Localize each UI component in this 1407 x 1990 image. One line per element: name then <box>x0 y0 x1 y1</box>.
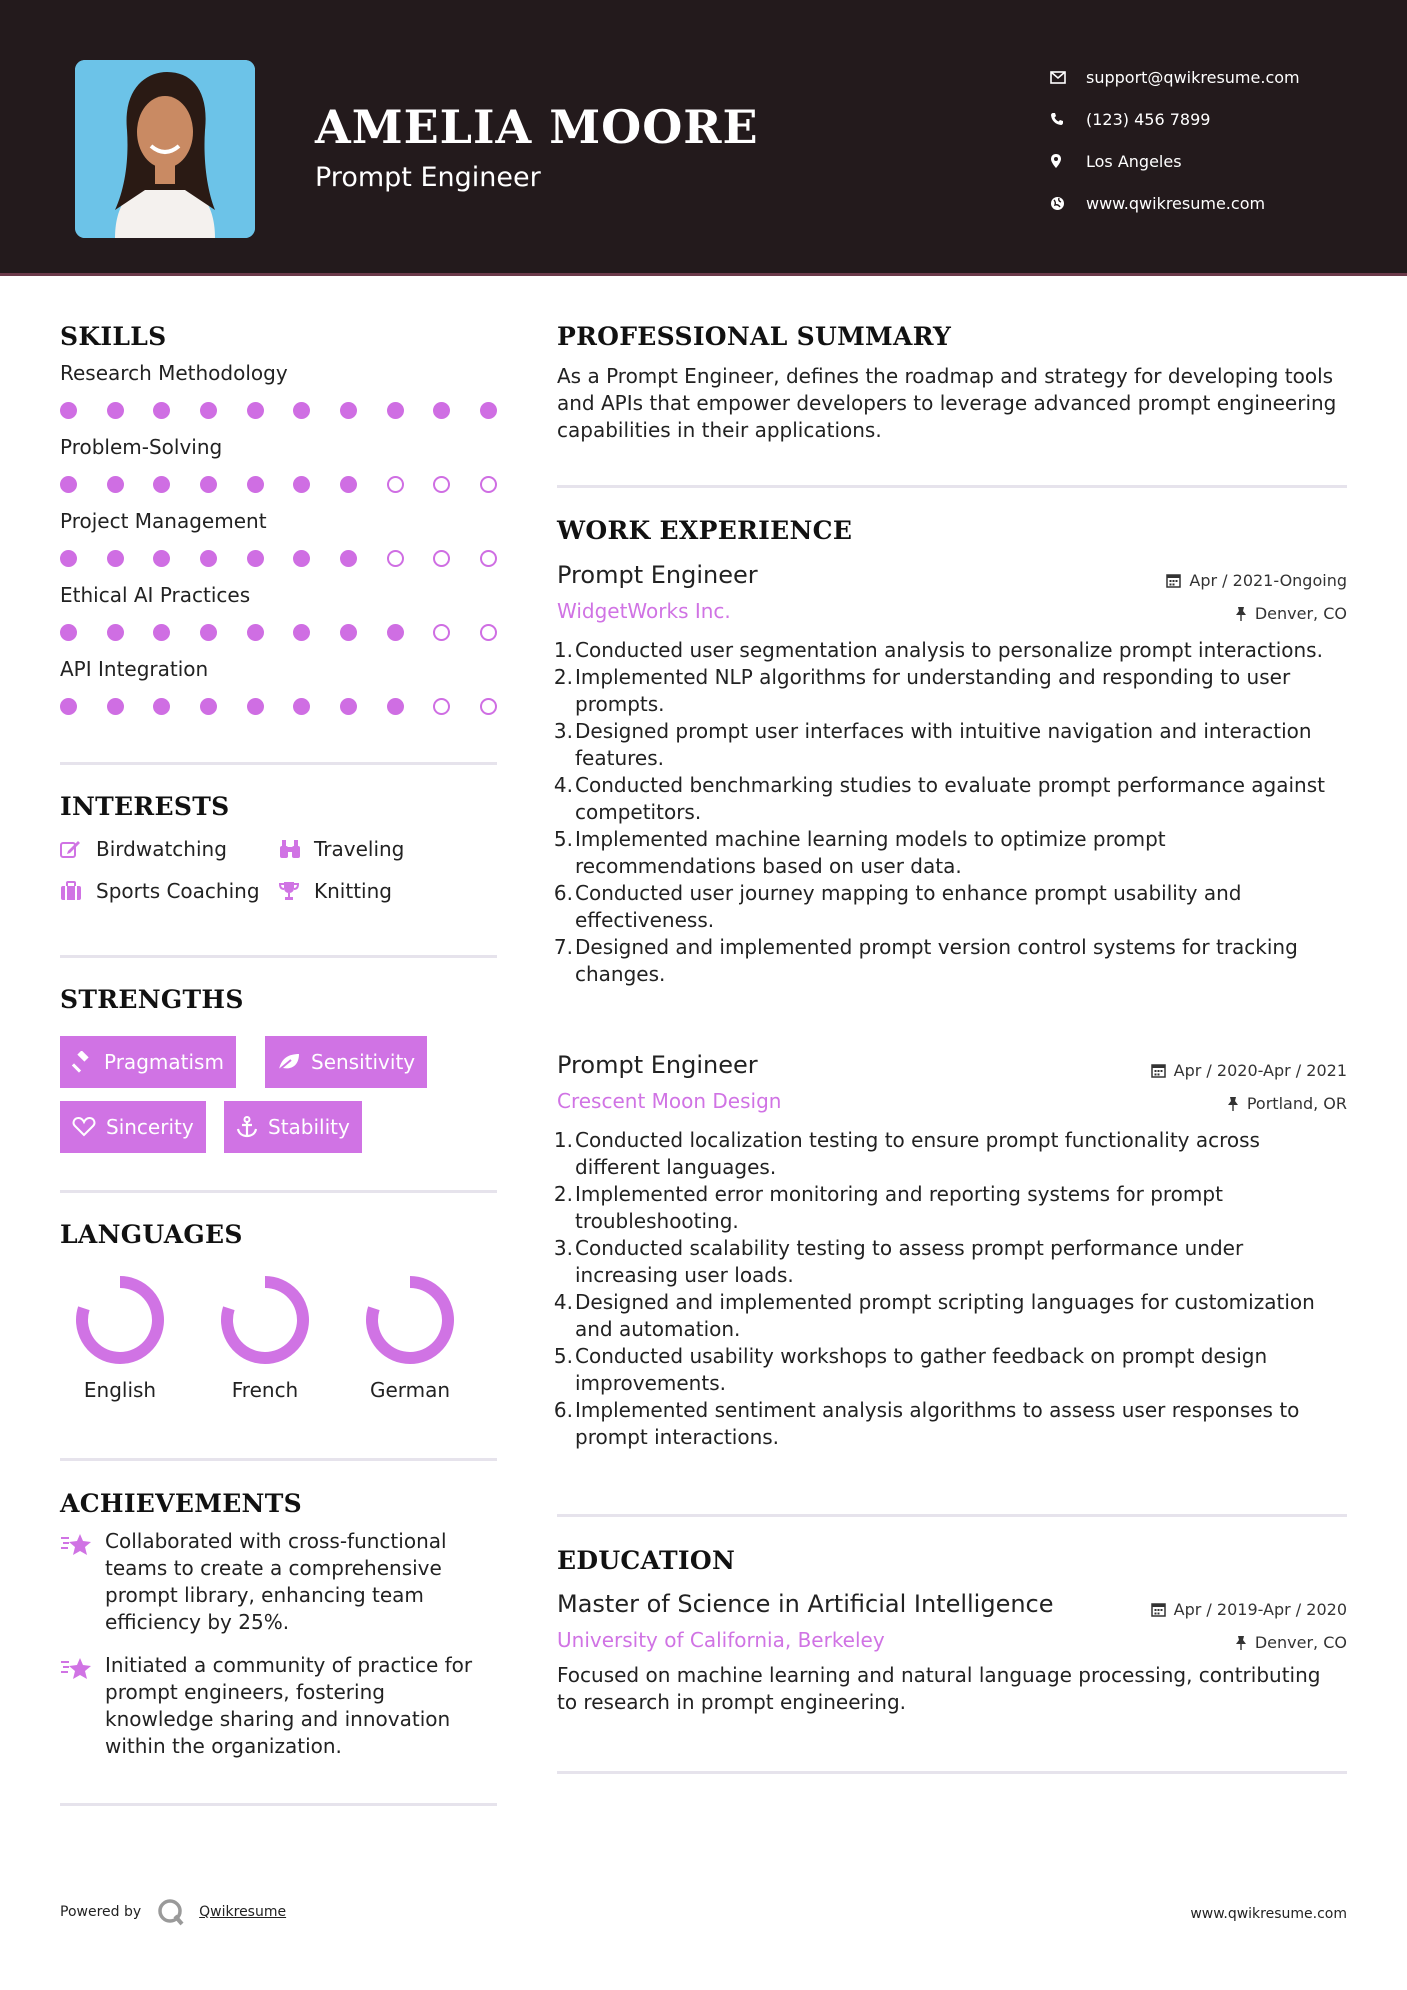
rating-dot-filled <box>107 624 124 641</box>
job-location-text: Portland, OR <box>1246 1094 1347 1113</box>
skill-item <box>60 431 497 505</box>
education-heading: EDUCATION <box>557 1546 736 1575</box>
language-label: German <box>369 1378 451 1402</box>
languages-section <box>60 1220 497 1249</box>
strengths-heading: STRENGTHS <box>60 985 244 1014</box>
section-divider <box>60 1190 497 1193</box>
job-entry <box>553 561 1347 1021</box>
rating-dot-filled <box>293 476 310 493</box>
rating-dot-filled <box>480 402 497 419</box>
rating-dot-filled <box>340 698 357 715</box>
interest-label: Traveling <box>314 837 405 861</box>
rating-dot-empty <box>433 550 450 567</box>
strength-label: Sincerity <box>106 1115 194 1139</box>
job-dates-text: Apr / 2020-Apr / 2021 <box>1173 1061 1347 1080</box>
rating-dot-empty <box>433 624 450 641</box>
phone-icon <box>1050 112 1086 126</box>
education-dates <box>1151 1600 1347 1619</box>
education-school[interactable]: University of California, Berkeley <box>557 1628 885 1652</box>
rating-dot-filled <box>60 624 77 641</box>
language-level-gauge <box>215 1270 315 1366</box>
interests-section <box>60 792 497 903</box>
rating-dot-filled <box>433 402 450 419</box>
skill-item <box>60 653 497 727</box>
rating-dot-filled <box>387 624 404 641</box>
interest-item <box>278 879 498 903</box>
summary-text: As a Prompt Engineer, defines the roadmap and strategy for developing tools and APIs that empower developers to leverage advanced prompt engineering capabilities in their applications. <box>557 364 1337 442</box>
rating-dot-empty <box>433 698 450 715</box>
job-bullet: 7. Designed and implemented prompt version control systems for tracking changes. <box>553 935 1298 986</box>
language-item <box>350 1270 470 1402</box>
work-section <box>557 516 1347 545</box>
skill-name: Project Management <box>60 509 267 533</box>
skill-item <box>60 579 497 653</box>
skill-item <box>60 357 497 431</box>
gavel-icon <box>72 1051 94 1073</box>
job-bullet: 5. Conducted usability workshops to gather feedback on prompt design improvements. <box>553 1344 1268 1395</box>
skill-name: API Integration <box>60 657 209 681</box>
education-dates-text: Apr / 2019-Apr / 2020 <box>1173 1600 1347 1619</box>
rating-dot-filled <box>153 402 170 419</box>
rating-dot-filled <box>107 550 124 567</box>
rating-dot-filled <box>387 402 404 419</box>
rating-dot-filled <box>247 698 264 715</box>
achievement-text: Collaborated with cross-functional teams to create a comprehensive prompt library, enhancing team efficiency by 25%. <box>105 1529 447 1634</box>
job-bullet: 3. Designed prompt user interfaces with intuitive navigation and interaction features. <box>553 719 1312 770</box>
rating-dot-filled <box>247 476 264 493</box>
rating-dot-empty <box>480 550 497 567</box>
globe-icon <box>1050 196 1086 211</box>
interests-heading: INTERESTS <box>60 792 230 821</box>
star-medal-icon <box>60 1528 105 1636</box>
rating-dot-filled <box>60 476 77 493</box>
rating-dot-filled <box>293 402 310 419</box>
job-bullet: 1. Conducted localization testing to ensure prompt functionality across different languages. <box>553 1128 1260 1179</box>
job-company[interactable]: WidgetWorks Inc. <box>557 599 731 623</box>
pushpin-icon <box>1227 1096 1239 1111</box>
language-level-arc <box>372 1282 448 1358</box>
job-bullet: 4. Conducted benchmarking studies to evaluate prompt performance against competitors. <box>553 773 1325 824</box>
rating-dot-filled <box>387 698 404 715</box>
job-bullet: 6. Conducted user journey mapping to enhance prompt usability and effectiveness. <box>553 881 1242 932</box>
languages-heading: LANGUAGES <box>60 1220 243 1249</box>
edit-icon <box>60 839 96 859</box>
candidate-name: AMELIA MOORE <box>315 100 759 154</box>
skill-rating <box>60 463 497 505</box>
contact-location <box>1050 140 1350 182</box>
rating-dot-filled <box>340 476 357 493</box>
footer-powered-by <box>60 1898 286 1926</box>
skill-item <box>60 505 497 579</box>
contact-list <box>1050 56 1350 224</box>
summary-section <box>557 322 1347 444</box>
section-divider <box>557 1771 1347 1774</box>
briefcase-icon <box>60 881 96 901</box>
job-bullet: 2. Implemented NLP algorithms for understanding and responding to user prompts. <box>553 665 1291 716</box>
skills-list <box>60 357 497 727</box>
rating-dot-filled <box>293 550 310 567</box>
resume-header <box>0 0 1407 276</box>
language-item <box>205 1270 325 1402</box>
skill-name: Research Methodology <box>60 361 288 385</box>
skill-rating <box>60 389 497 431</box>
pushpin-icon <box>1235 606 1247 621</box>
contact-location-text: Los Angeles <box>1086 151 1182 171</box>
job-bullets <box>553 1127 1347 1451</box>
calendar-icon <box>1151 1602 1166 1617</box>
job-company[interactable]: Crescent Moon Design <box>557 1089 782 1113</box>
heart-icon <box>72 1117 96 1137</box>
star-medal-icon <box>60 1652 105 1760</box>
skill-rating <box>60 611 497 653</box>
contact-email-text: support@qwikresume.com <box>1086 67 1300 87</box>
job-bullets <box>553 637 1347 988</box>
contact-phone-text: (123) 456 7899 <box>1086 109 1211 129</box>
language-label: French <box>231 1378 299 1402</box>
rating-dot-filled <box>200 402 217 419</box>
section-divider <box>60 1803 497 1806</box>
rating-dot-filled <box>60 402 77 419</box>
envelope-icon <box>1050 71 1086 84</box>
strength-tag <box>60 1101 206 1153</box>
calendar-icon <box>1166 573 1181 588</box>
skill-name: Problem-Solving <box>60 435 223 459</box>
qwikresume-logo-icon <box>157 1898 185 1926</box>
rating-dot-empty <box>387 550 404 567</box>
rating-dot-filled <box>107 698 124 715</box>
rating-dot-empty <box>480 476 497 493</box>
job-bullet: 3. Conducted scalability testing to assess prompt performance under increasing user loads. <box>553 1236 1244 1287</box>
trophy-icon <box>278 881 314 901</box>
achievements-section <box>60 1489 497 1776</box>
rating-dot-filled <box>340 550 357 567</box>
job-dates <box>1166 571 1347 590</box>
rating-dot-filled <box>247 624 264 641</box>
strength-label: Stability <box>268 1115 350 1139</box>
binoculars-icon <box>278 839 314 859</box>
achievements-heading: ACHIEVEMENTS <box>60 1489 302 1518</box>
strength-tag <box>60 1036 236 1088</box>
job-entry <box>553 1051 1347 1471</box>
job-bullet: 2. Implemented error monitoring and reporting systems for prompt troubleshooting. <box>553 1182 1223 1233</box>
rating-dot-filled <box>153 624 170 641</box>
achievement-item <box>60 1652 497 1760</box>
language-level-arc <box>82 1282 158 1358</box>
contact-email[interactable] <box>1050 56 1350 98</box>
interest-item <box>60 837 278 861</box>
interest-label: Birdwatching <box>96 837 227 861</box>
job-title: Prompt Engineer <box>557 561 758 589</box>
contact-website-text: www.qwikresume.com <box>1086 193 1266 213</box>
candidate-title: Prompt Engineer <box>315 162 541 193</box>
achievement-item <box>60 1528 497 1636</box>
strength-label: Sensitivity <box>311 1050 416 1074</box>
language-level-gauge <box>70 1270 170 1366</box>
rating-dot-filled <box>200 698 217 715</box>
skill-rating <box>60 685 497 727</box>
education-degree: Master of Science in Artificial Intelligence <box>557 1590 1054 1618</box>
job-location <box>1235 604 1347 623</box>
language-level-arc <box>227 1282 303 1358</box>
profile-photo <box>75 60 255 238</box>
footer-url[interactable]: www.qwikresume.com <box>1190 1906 1347 1922</box>
rating-dot-filled <box>153 550 170 567</box>
interest-label: Sports Coaching <box>96 879 260 903</box>
rating-dot-filled <box>107 476 124 493</box>
job-bullet: 1. Conducted user segmentation analysis to personalize prompt interactions. <box>553 638 1323 662</box>
rating-dot-filled <box>200 476 217 493</box>
strengths-section <box>60 985 497 1014</box>
calendar-icon <box>1151 1063 1166 1078</box>
section-divider <box>557 485 1347 488</box>
interest-label: Knitting <box>314 879 392 903</box>
contact-phone[interactable] <box>1050 98 1350 140</box>
strength-tag <box>224 1101 362 1153</box>
rating-dot-filled <box>200 624 217 641</box>
education-section <box>557 1546 1347 1575</box>
language-level-gauge <box>360 1270 460 1366</box>
job-title: Prompt Engineer <box>557 1051 758 1079</box>
education-text: Focused on machine learning and natural language processing, contributing to research in prompt engineering. <box>557 1663 1321 1714</box>
summary-heading: PROFESSIONAL SUMMARY <box>557 322 952 351</box>
rating-dot-filled <box>60 698 77 715</box>
interests-list <box>60 837 497 903</box>
education-location-text: Denver, CO <box>1254 1633 1347 1652</box>
interest-item <box>278 837 498 861</box>
interest-item <box>60 879 278 903</box>
rating-dot-filled <box>153 698 170 715</box>
pushpin-icon <box>1235 1635 1247 1650</box>
skill-rating <box>60 537 497 579</box>
language-item <box>60 1270 180 1402</box>
rating-dot-filled <box>340 624 357 641</box>
rating-dot-empty <box>387 476 404 493</box>
rating-dot-empty <box>433 476 450 493</box>
strength-label: Pragmatism <box>104 1050 224 1074</box>
powered-by-label: Powered by <box>60 1904 142 1920</box>
skill-name: Ethical AI Practices <box>60 583 251 607</box>
rating-dot-filled <box>153 476 170 493</box>
section-divider <box>60 762 497 765</box>
rating-dot-filled <box>340 402 357 419</box>
section-divider <box>60 1458 497 1461</box>
strength-tag <box>265 1036 427 1088</box>
section-divider <box>60 955 497 958</box>
qwikresume-link[interactable]: Qwikresume <box>199 1904 287 1920</box>
achievements-list <box>60 1528 497 1760</box>
rating-dot-filled <box>107 402 124 419</box>
language-label: English <box>83 1378 157 1402</box>
work-heading: WORK EXPERIENCE <box>557 516 853 545</box>
skills-heading: SKILLS <box>60 322 167 351</box>
rating-dot-empty <box>480 698 497 715</box>
rating-dot-filled <box>293 624 310 641</box>
leaf-icon <box>277 1052 301 1072</box>
job-dates <box>1151 1061 1347 1080</box>
profile-photo-illustration <box>75 60 255 238</box>
job-bullet: 4. Designed and implemented prompt scripting languages for customization and automation. <box>553 1290 1315 1341</box>
achievement-text: Initiated a community of practice for prompt engineers, fostering knowledge sharing and innovation within the organization. <box>105 1653 473 1758</box>
section-divider <box>557 1514 1347 1517</box>
contact-website[interactable] <box>1050 182 1350 224</box>
rating-dot-filled <box>293 698 310 715</box>
rating-dot-filled <box>200 550 217 567</box>
education-entry <box>557 1590 1347 1740</box>
map-pin-icon <box>1050 153 1086 169</box>
anchor-icon <box>236 1116 258 1138</box>
job-bullet: 6. Implemented sentiment analysis algorithms to assess user responses to prompt interactions. <box>553 1398 1300 1449</box>
rating-dot-filled <box>60 550 77 567</box>
rating-dot-filled <box>247 550 264 567</box>
rating-dot-filled <box>247 402 264 419</box>
rating-dot-empty <box>480 624 497 641</box>
job-location <box>1227 1094 1347 1113</box>
job-dates-text: Apr / 2021-Ongoing <box>1189 571 1347 590</box>
job-location-text: Denver, CO <box>1254 604 1347 623</box>
education-location <box>1235 1633 1347 1652</box>
job-bullet: 5. Implemented machine learning models to optimize prompt recommendations based on user data. <box>553 827 1166 878</box>
skills-section <box>60 322 497 727</box>
